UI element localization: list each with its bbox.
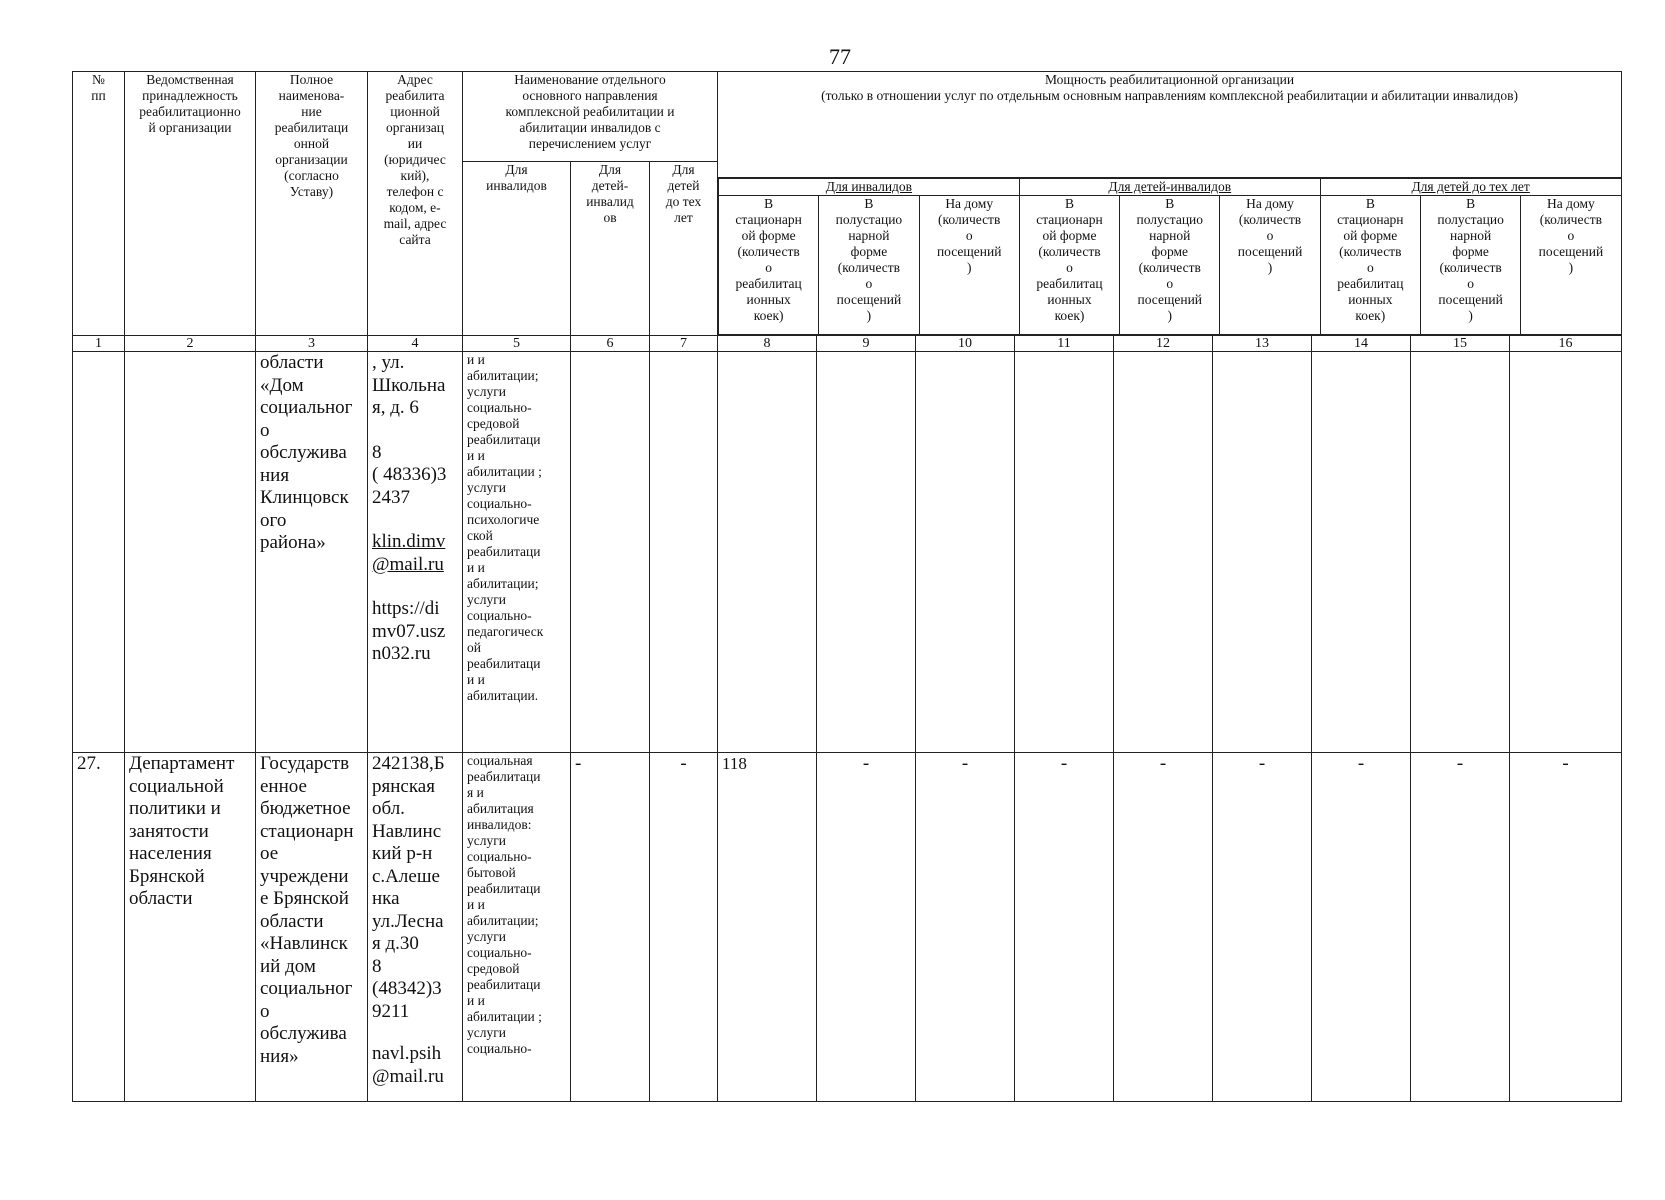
email-link[interactable]: navl.psih @mail.ru (372, 1043, 444, 1087)
page-number: 77 (829, 44, 851, 69)
phone-text: 8 (48342)3 9211 (372, 955, 442, 1022)
cap-u3-stat-cell: - (1312, 753, 1411, 1102)
cap-dis-stat-cell: 118 (718, 753, 817, 1102)
header-dir-disabled: Для инвалидов (463, 162, 571, 336)
phone-text: 8 ( 48336)3 2437 (372, 441, 447, 508)
full-name-cell: области «Дом социальног о обслужива ния Клинцовск ого района» (256, 352, 368, 753)
services-cell: социальная реабилитаци я и абилитация инвалидов: услуги социально- бытовой реабилитаци и и абилитации; услуги социально- средовой реабилитаци и и абилитации ; услуги социально- (463, 753, 571, 1102)
column-number: 9 (817, 336, 916, 352)
cap-u3-semi-cell (1411, 352, 1510, 753)
header-address: Адрес реабилита ционной организац ии (юридичес кий), телефон с кодом, e- mail, адрес сайта (368, 72, 463, 336)
cap-dis-home-cell: - (916, 753, 1015, 1102)
header-dis-semistationary: В полустацио нарной форме (количеств о посещений ) (819, 196, 919, 335)
department-cell: Департамент социальной политики и занятости населения Брянской области (125, 753, 256, 1102)
cap-ch-semi-cell: - (1114, 753, 1213, 1102)
header-capacity-subtable-cell (718, 178, 1622, 336)
address-cell (368, 352, 463, 753)
column-number: 1 (73, 336, 125, 352)
column-number: 15 (1411, 336, 1510, 352)
column-number: 7 (650, 336, 718, 352)
row-number-cell (73, 352, 125, 753)
column-number: 8 (718, 336, 817, 352)
header-ch-stationary: В стационарн ой форме (количеств о реабилитац ионных коек) (1019, 196, 1119, 335)
cap-dis-semi-cell (817, 352, 916, 753)
column-number: 13 (1213, 336, 1312, 352)
address-cell (368, 753, 463, 1102)
header-u3-home: На дому (количеств о посещений ) (1521, 196, 1621, 335)
column-number: 14 (1312, 336, 1411, 352)
cap-ch-semi-cell (1114, 352, 1213, 753)
column-number: 11 (1015, 336, 1114, 352)
column-number: 10 (916, 336, 1015, 352)
header-group-disabled: Для инвалидов (719, 179, 1020, 196)
header-department: Ведомственная принадлежность реабилитационно й организации (125, 72, 256, 336)
dir-children-cell (571, 352, 650, 753)
column-number: 2 (125, 336, 256, 352)
website-link[interactable]: https://di mv07.usz n032.ru (372, 598, 446, 664)
cap-u3-home-cell: - (1510, 753, 1622, 1102)
cap-u3-stat-cell (1312, 352, 1411, 753)
column-number: 6 (571, 336, 650, 352)
cap-ch-stat-cell: - (1015, 753, 1114, 1102)
header-u3-semistationary: В полустацио нарной форме (количеств о посещений ) (1420, 196, 1520, 335)
header-capacity-group: Мощность реабилитационной организации (только в отношении услуг по отдельным основным направлениям комплексной реабилитации и абилитации инвалидов) (718, 72, 1622, 178)
address-text: , ул. Школьна я, д. 6 (372, 352, 446, 418)
header-num: № пп (73, 72, 125, 336)
column-number: 5 (463, 336, 571, 352)
header-row-1 (73, 72, 1622, 162)
header-dir-under3: Для детей до тех лет (650, 162, 718, 336)
cap-dis-home-cell (916, 352, 1015, 753)
cap-ch-home-cell: - (1213, 753, 1312, 1102)
address-text: 242138,Б рянская обл. Навлинс кий р-н с.Алеше нка ул.Лесна я д.30 (372, 753, 445, 954)
capacity-subheader (718, 178, 1622, 335)
cap-u3-home-cell (1510, 352, 1622, 753)
row-number-cell: 27. (73, 753, 125, 1102)
column-number: 4 (368, 336, 463, 352)
header-group-children: Для детей-инвалидов (1019, 179, 1320, 196)
header-full-name: Полное наименова- ние реабилитаци онной организации (согласно Уставу) (256, 72, 368, 336)
header-ch-home: На дому (количеств о посещений ) (1220, 196, 1320, 335)
department-cell (125, 352, 256, 753)
cap-ch-stat-cell (1015, 352, 1114, 753)
cap-u3-semi-cell: - (1411, 753, 1510, 1102)
header-directions-group: Наименование отдельного основного направления комплексной реабилитации и абилитации инвалидов с перечислением услуг (463, 72, 718, 162)
table-row (73, 352, 1622, 753)
dir-under3-cell: - (650, 753, 718, 1102)
column-number: 12 (1114, 336, 1213, 352)
column-number: 3 (256, 336, 368, 352)
header-dis-stationary: В стационарн ой форме (количеств о реабилитац ионных коек) (719, 196, 819, 335)
header-u3-stationary: В стационарн ой форме (количеств о реабилитац ионных коек) (1320, 196, 1420, 335)
cap-dis-stat-cell (718, 352, 817, 753)
cap-ch-home-cell (1213, 352, 1312, 753)
header-group-under3: Для детей до тех лет (1320, 179, 1621, 196)
rehabilitation-registry-table (72, 71, 1622, 1102)
email-link[interactable]: klin.dimv @mail.ru (372, 531, 446, 575)
dir-under3-cell (650, 352, 718, 753)
header-dis-home: На дому (количеств о посещений ) (919, 196, 1019, 335)
full-name-cell: Государств енное бюджетное стационарн ое учреждени е Брянской области «Навлинск ий дом социальног о обслужива ния» (256, 753, 368, 1102)
column-number: 16 (1510, 336, 1622, 352)
dir-children-cell: - (571, 753, 650, 1102)
table-row (73, 753, 1622, 1102)
services-cell: и и абилитации; услуги социально- средовой реабилитаци и и абилитации ; услуги социально- психологиче ской реабилитаци и и абилитации; услуги социально- педагогическ ой реабилитаци и и абилитации. (463, 352, 571, 753)
header-ch-semistationary: В полустацио нарной форме (количеств о посещений ) (1120, 196, 1220, 335)
column-number-row (73, 336, 1622, 352)
header-dir-children: Для детей- инвалид ов (571, 162, 650, 336)
cap-dis-semi-cell: - (817, 753, 916, 1102)
